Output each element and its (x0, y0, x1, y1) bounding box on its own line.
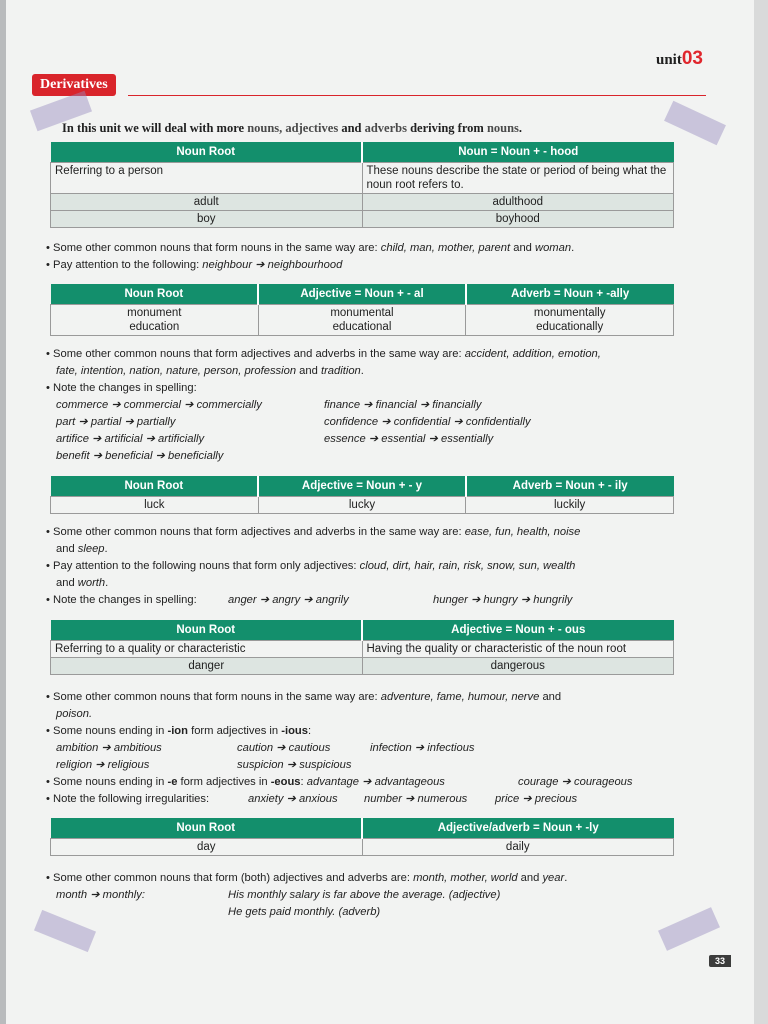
table-cell: daily (362, 839, 674, 856)
ion-example: religion ➔ religious (56, 759, 150, 771)
spelling-example: finance ➔ financial ➔ financially (324, 399, 482, 411)
bullet: • Some other common nouns that form adjectives and adverbs in the same way are: ease, fun, health, noise (46, 526, 581, 538)
table-header: Adverb = Noun + - ily (466, 476, 674, 497)
table-header: Noun Root (51, 818, 363, 839)
bullet: • Pay attention to the following nouns that form only adjectives: cloud, dirt, hair, rain, risk, snow, sun, wealth (46, 560, 576, 572)
table-cell: boy (51, 211, 363, 228)
bullet: • Note the following irregularities: (46, 793, 210, 805)
irregular-example: number ➔ numerous (364, 793, 468, 805)
table-y (50, 476, 674, 514)
table-cell: Referring to a person (51, 163, 363, 194)
table-header: Adjective = Noun + - ous (362, 620, 674, 641)
table-header: Noun Root (51, 620, 363, 641)
table-cell: day (51, 839, 363, 856)
section-title: Derivatives (32, 74, 116, 96)
table-cell: boyhood (362, 211, 674, 228)
tape-decoration (658, 907, 720, 951)
table-cell: adult (51, 194, 363, 211)
ion-example: ambition ➔ ambitious (56, 742, 162, 754)
monthly-example: month ➔ monthly: (56, 889, 145, 901)
table-cell: monumentally educationally (466, 305, 674, 336)
page (6, 0, 754, 1024)
table-header: Adjective = Noun + - al (258, 284, 466, 305)
ion-example: caution ➔ cautious (237, 742, 331, 754)
ion-example: suspicion ➔ suspicious (237, 759, 352, 771)
table-cell: monument education (51, 305, 259, 336)
table-hood (50, 142, 674, 228)
table-header: Noun = Noun + - hood (362, 142, 674, 163)
bullet: • Some nouns ending in -e form adjectives in -eous: advantage ➔ advantageous (46, 776, 445, 788)
table-cell: adulthood (362, 194, 674, 211)
table-cell: Having the quality or characteristic of the noun root (362, 641, 674, 658)
bullet: fate, intention, nation, nature, person, profession and tradition. (56, 365, 364, 377)
bullet: • Some other common nouns that form nouns in the same way are: adventure, fame, humour, nerve and (46, 691, 562, 703)
unit-label: unit03 (656, 48, 703, 69)
table-header: Adjective = Noun + - y (258, 476, 466, 497)
spelling-example: benefit ➔ beneficial ➔ beneficially (56, 450, 224, 462)
spelling-example: artifice ➔ artificial ➔ artificially (56, 433, 205, 445)
table-cell: luckily (466, 497, 674, 514)
intro-text: In this unit we will deal with more nouns, adjectives and adverbs deriving from nouns. (62, 121, 523, 135)
bullet: and worth. (56, 577, 109, 589)
table-ous (50, 620, 674, 675)
divider (128, 95, 706, 96)
table-header: Noun Root (51, 476, 259, 497)
bullet: • Pay attention to the following: neighbour ➔ neighbourhood (46, 259, 343, 271)
eous-example: courage ➔ courageous (518, 776, 633, 788)
table-cell: Referring to a quality or characteristic (51, 641, 363, 658)
bullet: poison. (56, 708, 93, 720)
bullet: and sleep. (56, 543, 108, 555)
table-cell: lucky (258, 497, 466, 514)
bullet: • Some nouns ending in -ion form adjectives in -ious: (46, 725, 312, 737)
monthly-example: His monthly salary is far above the average. (adjective) (228, 889, 501, 901)
bullet: • Note the changes in spelling: (46, 594, 197, 606)
ion-example: infection ➔ infectious (370, 742, 475, 754)
spelling-example: confidence ➔ confidential ➔ confidentially (324, 416, 531, 428)
table-cell: danger (51, 658, 363, 675)
table-cell: monumental educational (258, 305, 466, 336)
table-header: Noun Root (51, 284, 259, 305)
spelling-example: anger ➔ angry ➔ angrily (228, 594, 349, 606)
tape-decoration (664, 101, 726, 145)
monthly-example: He gets paid monthly. (adverb) (228, 906, 381, 918)
spelling-example: part ➔ partial ➔ partially (56, 416, 176, 428)
bullet: • Some other common nouns that form nouns in the same way are: child, man, mother, parent and woman. (46, 242, 575, 254)
table-cell: These nouns describe the state or period of being what the noun root refers to. (362, 163, 674, 194)
table-header: Adverb = Noun + -ally (466, 284, 674, 305)
spelling-example: commerce ➔ commercial ➔ commercially (56, 399, 262, 411)
tape-decoration (34, 910, 96, 952)
table-cell: dangerous (362, 658, 674, 675)
table-cell: luck (51, 497, 259, 514)
table-header: Noun Root (51, 142, 363, 163)
table-ly (50, 818, 674, 856)
bullet: • Note the changes in spelling: (46, 382, 197, 394)
spelling-example: hunger ➔ hungry ➔ hungrily (433, 594, 573, 606)
spelling-example: essence ➔ essential ➔ essentially (324, 433, 494, 445)
bullet: • Some other common nouns that form (both) adjectives and adverbs are: month, mother, world and year. (46, 872, 568, 884)
irregular-example: anxiety ➔ anxious (248, 793, 338, 805)
table-header: Adjective/adverb = Noun + -ly (362, 818, 674, 839)
bullet: • Some other common nouns that form adjectives and adverbs in the same way are: accident, addition, emotion, (46, 348, 601, 360)
table-al (50, 284, 674, 336)
page-number: 33 (709, 955, 731, 967)
irregular-example: price ➔ precious (495, 793, 578, 805)
